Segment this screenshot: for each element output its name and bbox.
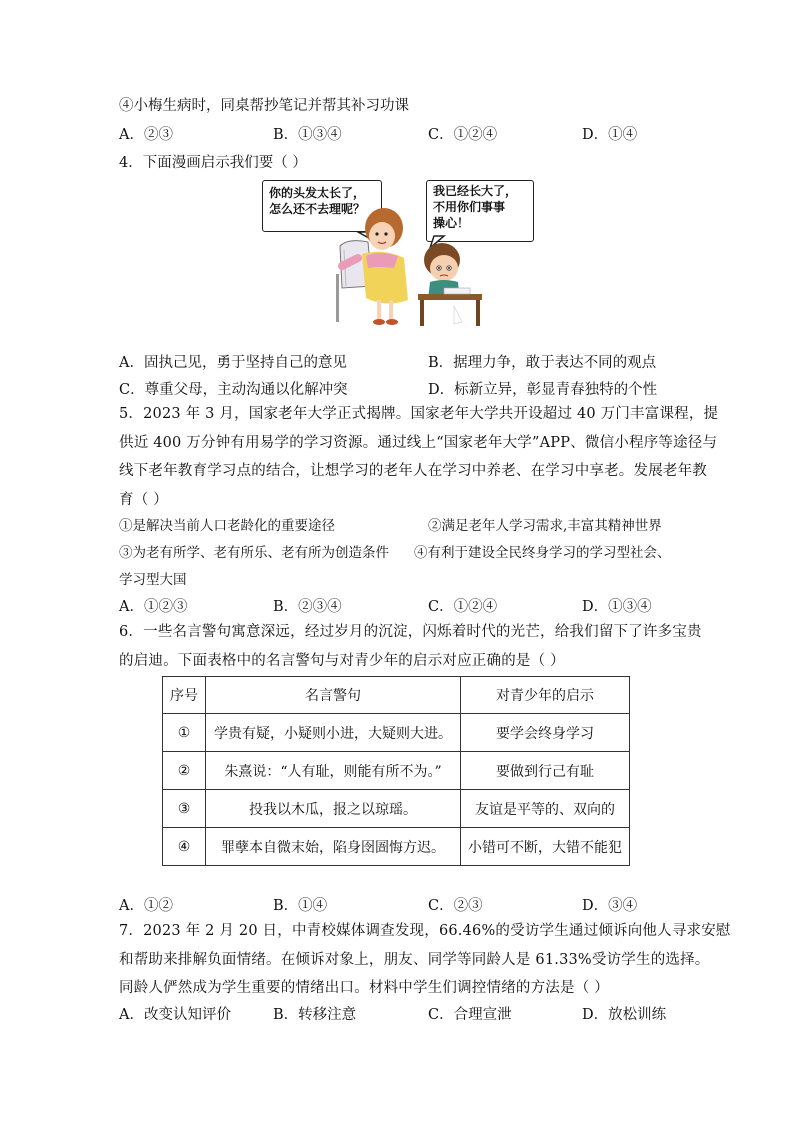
table-row <box>163 752 630 790</box>
cell-motto: 学贵有疑，小疑则小进，大疑则大进。 <box>206 714 461 752</box>
q6-stem-line: 的启迪。下面表格中的名言警句与对青少年的启示对应正确的是（ ） <box>119 652 565 669</box>
q7-stem <box>119 917 731 1003</box>
q5-stem-line: 育（ ） <box>119 491 168 508</box>
q7-stem-line: 7．2023 年 2 月 20 日，中青校媒体调查发现，66.46%的受访学生通过倾诉向他人寻求安慰 <box>119 923 731 939</box>
q6-option-c[interactable]: C．②③ <box>428 898 483 914</box>
q7-option-b[interactable]: B．转移注意 <box>273 1007 357 1023</box>
q3-option-a[interactable]: A．②③ <box>119 127 173 143</box>
cartoon-figures <box>258 176 540 336</box>
table-header-row <box>163 677 630 714</box>
q5-option-a[interactable]: A．①②③ <box>119 599 188 615</box>
bubble-line: 你的头发太长了， <box>269 186 366 200</box>
q5-option-b[interactable]: B．②③④ <box>273 599 342 615</box>
header-number: 序号 <box>163 677 206 714</box>
table-row <box>163 790 630 828</box>
q5-stem-line: 供近 400 万分钟有用易学的学习资源。通过线上“国家老年大学”APP、微信小程序等途径与 <box>119 434 718 451</box>
cell-inspiration: 要学会终身学习 <box>461 714 630 752</box>
cell-inspiration: 要做到行己有耻 <box>461 752 630 790</box>
cell-number: ② <box>163 752 206 790</box>
bubble-line: 怎么还不去理呢？ <box>269 202 366 216</box>
q5-item-3: ③为老有所学、老有所乐、老有所为创造条件 <box>119 545 389 561</box>
q4-option-c[interactable]: C．尊重父母，主动沟通以化解冲突 <box>119 382 348 398</box>
table-row <box>163 828 630 866</box>
q5-item-4-cont: 学习型大国 <box>119 572 187 588</box>
q3-option-b[interactable]: B．①③④ <box>273 127 342 143</box>
header-motto: 名言警句 <box>206 677 461 714</box>
q4-option-a[interactable]: A．固执己见，勇于坚持自己的意见 <box>119 355 347 371</box>
q4-option-d[interactable]: D．标新立异，彰显青春独特的个性 <box>428 382 658 398</box>
q7-option-c[interactable]: C．合理宣泄 <box>428 1007 512 1023</box>
q7-stem-line: 同龄人俨然成为学生重要的情绪出口。材料中学生们调控情绪的方法是（ ） <box>119 980 609 996</box>
q5-stem <box>119 400 719 514</box>
q6-option-d[interactable]: D．③④ <box>582 898 638 914</box>
cell-number: ③ <box>163 790 206 828</box>
q7-stem-line: 和帮助来排解负面情绪。在倾诉对象上，朋友、同学等同龄人是 61.33%受访学生的选择。 <box>119 951 710 968</box>
table-row <box>163 714 630 752</box>
q3-option-d[interactable]: D．①④ <box>582 127 638 143</box>
cell-inspiration: 小错可不断，大错不能犯 <box>461 828 630 866</box>
q6-stem-line: 6．一些名言警句寓意深远，经过岁月的沉淀，闪烁着时代的光芒，给我们留下了许多宝贵 <box>119 624 702 640</box>
cartoon-illustration <box>258 176 540 336</box>
q5-item-4: ④有利于建设全民终身学习的学习型社会、 <box>414 545 671 561</box>
bubble-line: 我已经长大了， <box>433 184 518 198</box>
q4-option-b[interactable]: B．据理力争，敢于表达不同的观点 <box>428 355 657 371</box>
cell-motto: 罪孽本自微末始，陷身囹圄悔方迟。 <box>206 828 461 866</box>
q5-stem-line: 5．2023 年 3 月，国家老年大学正式揭牌。国家老年大学共开设超过 40 万门丰富课程，提 <box>119 406 719 422</box>
cell-number: ① <box>163 714 206 752</box>
q7-option-a[interactable]: A．改变认知评价 <box>119 1007 231 1023</box>
q5-option-d[interactable]: D．①③④ <box>582 599 652 615</box>
q5-stem-line: 线下老年教育学习点的结合，让想学习的老年人在学习中养老、在学习中享老。发展老年教 <box>119 463 707 479</box>
q6-option-a[interactable]: A．①② <box>119 898 173 914</box>
q3-item-4: ④小梅生病时，同桌帮抄笔记并帮其补习功课 <box>119 98 409 114</box>
cell-motto: 投我以木瓜，报之以琼瑶。 <box>206 790 461 828</box>
cell-motto: 朱熹说：“人有耻，则能有所不为。” <box>206 752 461 790</box>
q7-option-d[interactable]: D．放松训练 <box>582 1007 667 1023</box>
q5-item-1: ①是解决当前人口老龄化的重要途径 <box>119 518 335 534</box>
cell-number: ④ <box>163 828 206 866</box>
q3-option-c[interactable]: C．①②④ <box>428 127 498 143</box>
cell-inspiration: 友谊是平等的、双向的 <box>461 790 630 828</box>
q6-stem <box>119 618 702 675</box>
q5-item-2: ②满足老年人学习需求,丰富其精神世界 <box>428 518 662 534</box>
bubble-line: 不用你们事事 <box>433 200 506 214</box>
bubble-line: 操心！ <box>433 216 470 230</box>
boy-at-desk <box>418 243 482 326</box>
mottos-table <box>162 676 630 866</box>
q6-option-b[interactable]: B．①④ <box>273 898 328 914</box>
q5-option-c[interactable]: C．①②④ <box>428 599 498 615</box>
q4-stem: 4．下面漫画启示我们要（ ） <box>119 155 307 171</box>
header-inspiration: 对青少年的启示 <box>461 677 630 714</box>
